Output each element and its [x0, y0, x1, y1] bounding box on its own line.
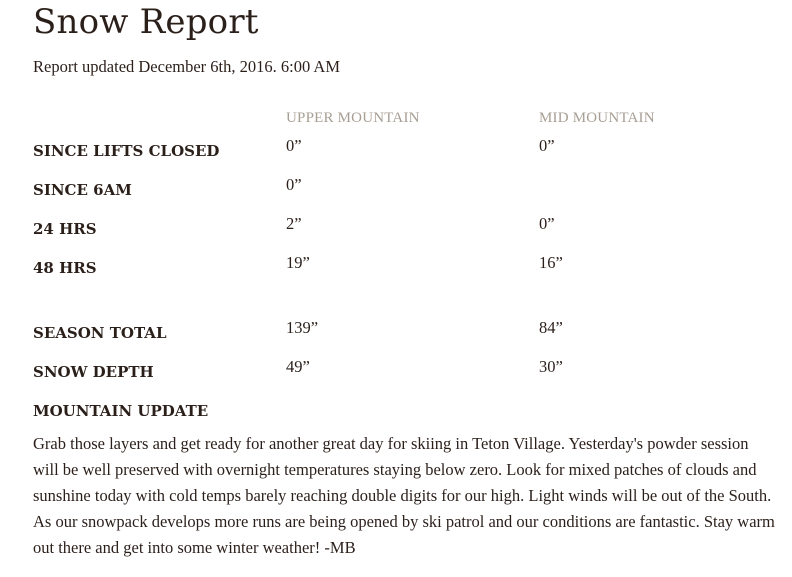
- upper-mountain-value: 139”: [286, 318, 319, 337]
- upper-mountain-value: 49”: [286, 357, 310, 376]
- snow-row-48-hrs: [33, 253, 778, 283]
- mid-mountain-value: 0”: [539, 214, 555, 233]
- snow-row-since-6am: [33, 175, 778, 205]
- mid-mountain-value: 16”: [539, 253, 563, 272]
- row-label: 48 HRS: [33, 259, 97, 277]
- snow-row-snow-depth: [33, 357, 778, 387]
- upper-mountain-value: 0”: [286, 175, 302, 194]
- mid-mountain-value: 0”: [539, 136, 555, 155]
- mid-mountain-value: 84”: [539, 318, 563, 337]
- report-updated-timestamp: Report updated December 6th, 2016. 6:00 AM: [33, 57, 341, 76]
- row-label: SEASON TOTAL: [33, 324, 167, 342]
- snow-row-since-lifts-closed: [33, 136, 778, 166]
- row-label: SINCE LIFTS CLOSED: [33, 142, 220, 160]
- row-label: SNOW DEPTH: [33, 363, 154, 381]
- mid-mountain-value: 30”: [539, 357, 563, 376]
- upper-mountain-value: 19”: [286, 253, 310, 272]
- column-header-upper-mountain: UPPER MOUNTAIN: [286, 110, 420, 126]
- snow-row-24-hrs: [33, 214, 778, 244]
- upper-mountain-value: 0”: [286, 136, 302, 155]
- row-label: SINCE 6AM: [33, 181, 132, 199]
- snow-row-season-total: [33, 318, 778, 348]
- upper-mountain-value: 2”: [286, 214, 302, 233]
- mountain-update-heading: MOUNTAIN UPDATE: [33, 402, 209, 420]
- mountain-update-text: Grab those layers and get ready for another great day for skiing in Teton Village. Yesterday's powder session will be well preserved with overnight temperatures staying below zero. Look for mixed patches of clouds and sunshine today with cold temps barely reaching double digits for our high. Light winds will be out of the South. As our snowpack develops more runs are being opened by ski patrol and our conditions are fantastic. Stay warm out there and get into some winter weather! -MB: [33, 434, 775, 557]
- column-header-mid-mountain: MID MOUNTAIN: [539, 110, 655, 126]
- row-label: 24 HRS: [33, 220, 97, 238]
- page-title: Snow Report: [33, 2, 259, 42]
